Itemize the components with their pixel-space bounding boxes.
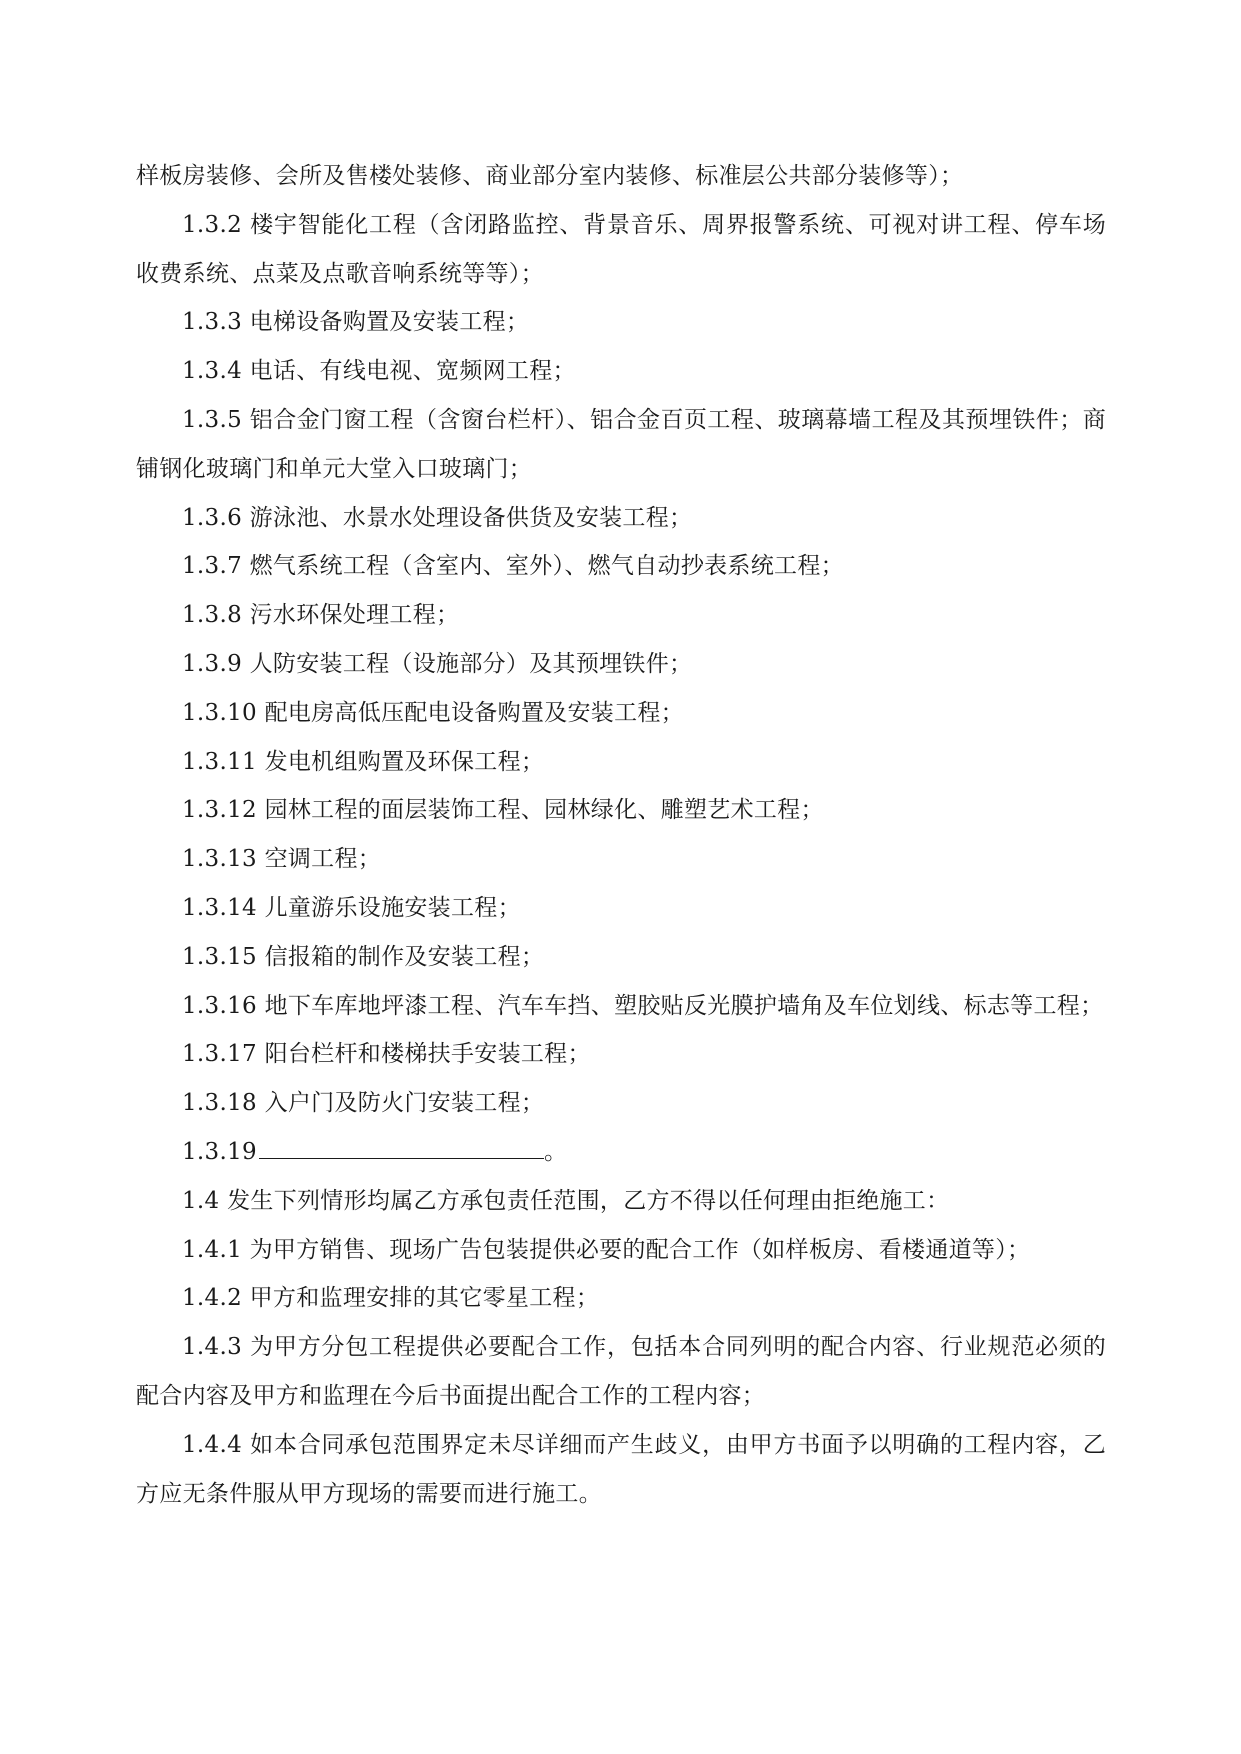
- paragraph-continuation: 样板房装修、会所及售楼处装修、商业部分室内装修、标准层公共部分装修等）；: [136, 163, 964, 189]
- blank-item-suffix: 。: [543, 1138, 568, 1165]
- paragraph-1-3-12: 1.3.12 园林工程的面层装饰工程、园林绿化、雕塑艺术工程；: [182, 797, 824, 824]
- paragraph-1-3-2: 1.3.2 楼宇智能化工程（含闭路监控、背景音乐、周界报警系统、可视对讲工程、停车场收费系统、点菜及点歌音响系统等等）；: [136, 211, 1106, 287]
- paragraph-1-3-17: 1.3.17 阳台栏杆和楼梯扶手安装工程；: [182, 1041, 591, 1068]
- paragraph-1-3-11: 1.3.11 发电机组购置及环保工程；: [182, 748, 545, 775]
- paragraph-1-4-3: 1.4.3 为甲方分包工程提供必要配合工作，包括本合同列明的配合内容、行业规范必须的配合内容及甲方和监理在今后书面提出配合工作的工程内容；: [136, 1334, 1106, 1409]
- paragraph-1-4-4: 1.4.4 如本合同承包范围界定未尽详细而产生歧义，由甲方书面予以明确的工程内容，乙方应无条件服从甲方现场的需要而进行施工。: [136, 1431, 1106, 1507]
- paragraph-1-3-4: 1.3.4 电话、有线电视、宽频网工程；: [182, 358, 576, 385]
- paragraph-1-3-3: 1.3.3 电梯设备购置及安装工程；: [182, 309, 530, 336]
- document-body: [136, 152, 1106, 1518]
- paragraph-1-3-15: 1.3.15 信报箱的制作及安装工程；: [182, 943, 545, 970]
- fill-in-blank-line: [259, 1136, 544, 1159]
- paragraph-1-3-10: 1.3.10 配电房高低压配电设备购置及安装工程；: [182, 699, 684, 726]
- paragraph-1-3-8: 1.3.8 污水环保处理工程；: [182, 602, 460, 629]
- paragraph-1-3-16: 1.3.16 地下车库地坪漆工程、汽车车挡、塑胶贴反光膜护墙角及车位划线、标志等工程；: [182, 992, 1104, 1019]
- paragraph-1-3-19: [136, 1128, 1106, 1177]
- paragraph-1-3-7: 1.3.7 燃气系统工程（含室内、室外）、燃气自动抄表系统工程；: [182, 553, 844, 580]
- paragraph-1-3-18: 1.3.18 入户门及防火门安装工程；: [182, 1090, 545, 1117]
- paragraph-1-3-14: 1.3.14 儿童游乐设施安装工程；: [182, 894, 521, 921]
- paragraph-1-3-13: 1.3.13 空调工程；: [182, 846, 382, 873]
- paragraph-1-4-1: 1.4.1 为甲方销售、现场广告包装提供必要的配合工作（如样板房、看楼通道等）；: [182, 1236, 1031, 1263]
- paragraph-1-3-5: 1.3.5 铝合金门窗工程（含窗台栏杆）、铝合金百页工程、玻璃幕墙工程及其预埋铁件；商铺钢化玻璃门和单元大堂入口玻璃门；: [136, 406, 1106, 482]
- paragraph-1-4: 1.4 发生下列情形均属乙方承包责任范围，乙方不得以任何理由拒绝施工：: [182, 1187, 950, 1214]
- blank-item-prefix: 1.3.19: [182, 1138, 257, 1165]
- paragraph-1-4-2: 1.4.2 甲方和监理安排的其它零星工程；: [182, 1285, 600, 1312]
- paragraph-1-3-9: 1.3.9 人防安装工程（设施部分）及其预埋铁件；: [182, 650, 693, 677]
- paragraph-1-3-6: 1.3.6 游泳池、水景水处理设备供货及安装工程；: [182, 504, 693, 531]
